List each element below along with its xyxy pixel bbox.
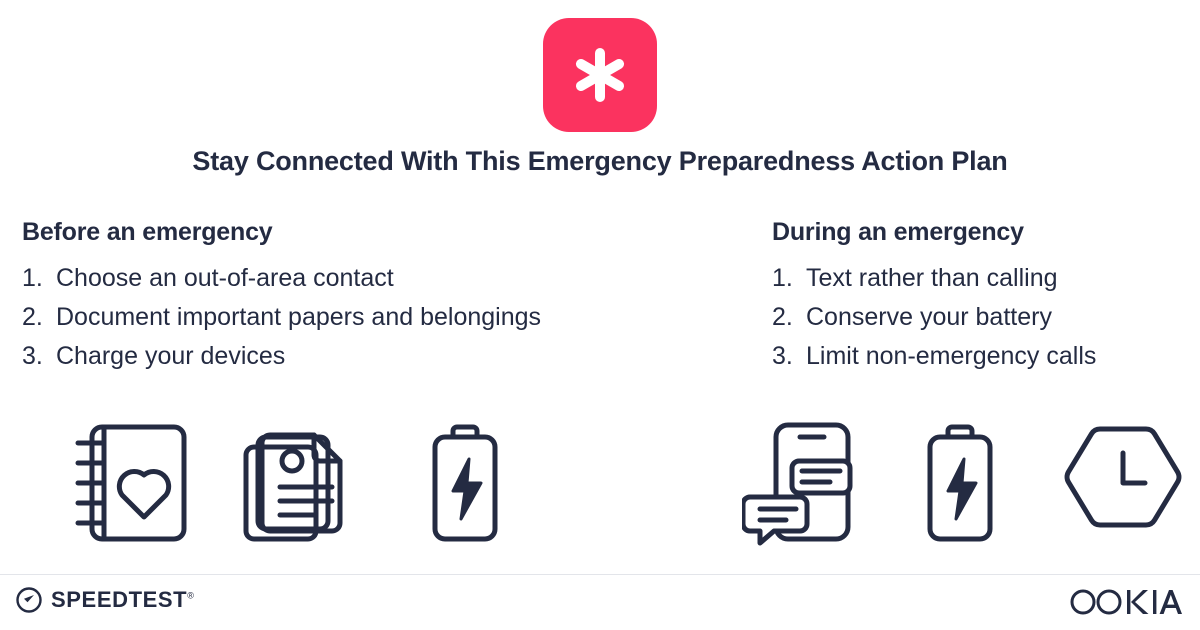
speedtest-logo bbox=[16, 587, 194, 613]
icon-row-during bbox=[742, 418, 1182, 548]
footer bbox=[0, 575, 1200, 630]
list-item-number: 1. bbox=[772, 264, 793, 292]
list-item bbox=[772, 298, 1200, 337]
list-item bbox=[22, 298, 750, 337]
list-item bbox=[22, 337, 750, 376]
speedtest-trademark: ® bbox=[187, 590, 194, 601]
list-item bbox=[772, 337, 1200, 376]
icon-box-battery-bolt-right bbox=[912, 418, 1008, 548]
column-before-emergency bbox=[0, 218, 750, 376]
list-item-number: 3. bbox=[22, 342, 43, 370]
phone-message-icon bbox=[742, 419, 860, 547]
brand-badge bbox=[543, 18, 657, 132]
list-item-label: Limit non-emergency calls bbox=[806, 342, 1097, 370]
list-during-emergency bbox=[772, 259, 1200, 376]
list-item-number: 1. bbox=[22, 264, 43, 292]
asterisk-icon bbox=[568, 43, 632, 107]
speedtest-label: SPEEDTEST bbox=[51, 587, 188, 612]
list-item-label: Document important papers and belongings bbox=[56, 303, 542, 331]
battery-bolt-icon bbox=[417, 419, 513, 547]
icon-box-notebook-heart bbox=[70, 418, 192, 548]
list-item bbox=[772, 259, 1200, 298]
ookla-wordmark-icon bbox=[1070, 589, 1182, 615]
list-item-label: Conserve your battery bbox=[806, 303, 1052, 331]
column-heading-before: Before an emergency bbox=[22, 218, 273, 246]
icon-box-documents-stack bbox=[240, 418, 362, 548]
notebook-heart-icon bbox=[70, 419, 192, 547]
column-during-emergency bbox=[750, 218, 1200, 376]
list-item-number: 3. bbox=[772, 342, 793, 370]
documents-stack-icon bbox=[240, 419, 362, 547]
battery-bolt-icon bbox=[912, 419, 1008, 547]
list-item-label: Choose an out-of-area contact bbox=[56, 264, 394, 292]
columns-container bbox=[0, 218, 1200, 376]
ookla-logo bbox=[1070, 589, 1182, 615]
speedtest-gauge-icon bbox=[16, 587, 42, 613]
list-before-emergency bbox=[22, 259, 750, 376]
icon-box-battery-bolt-left bbox=[410, 418, 520, 548]
brand-badge-wrapper bbox=[0, 18, 1200, 132]
list-item-label: Charge your devices bbox=[56, 342, 286, 370]
clock-hexagon-icon bbox=[1060, 419, 1186, 547]
icon-row-before bbox=[70, 418, 520, 548]
list-item bbox=[22, 259, 750, 298]
icon-box-phone-message bbox=[742, 418, 860, 548]
list-item-number: 2. bbox=[22, 303, 43, 331]
speedtest-wordmark bbox=[51, 587, 194, 613]
list-item-label: Text rather than calling bbox=[806, 264, 1058, 292]
list-item-number: 2. bbox=[772, 303, 793, 331]
column-heading-during: During an emergency bbox=[772, 218, 1024, 246]
page-title: Stay Connected With This Emergency Preparedness Action Plan bbox=[192, 146, 1008, 176]
icon-box-clock-hexagon bbox=[1060, 418, 1186, 548]
